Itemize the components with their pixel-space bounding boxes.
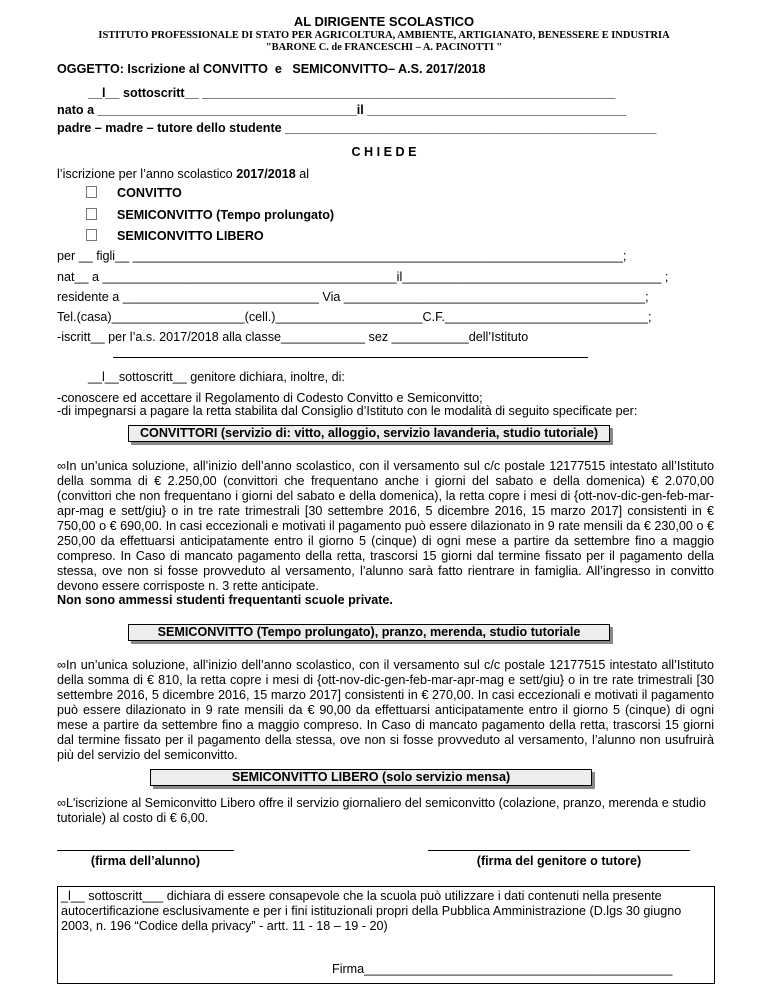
option-semiconvitto-libero[interactable] (86, 229, 264, 244)
checkbox-icon[interactable] (86, 229, 97, 241)
field-figli[interactable]: per __ figli__ ______________________________________________________________________; (57, 249, 627, 263)
institute-line-2: "BARONE C. de FRANCESCHI – A. PACINOTTI " (265, 42, 503, 53)
semiconvitto-body: ∞In un’unica soluzione, all’inizio dell’anno scolastico, con il versamento sul c/c postale 12177515 intestato all’Istituto della somma di € 810, la retta copre i mesi di {ott-nov-dic-gen-feb-mar-apr-mag e sett/giu} o in tre rate trimestrali [30 settembre 2016, 5 dicembre 2016, 15 marzo 2017] consistenti in € 270,00. In casi eccezionali e motivati il pagamento può essere dilazionato in 9 rate mensili da € 90,00 da effettuarsi anticipatamente entro il giorno 5 (cinque) di ogni mese a partire da settembre fino a maggio compreso. In Caso di mancato pagamento della retta, trascorsi 15 giorni dal termine fissato per il pagamento della stessa, ove non si fosse provveduto al versamento, l’alunno non usufruirà più del servizio del semiconvitto. (57, 658, 714, 762)
privacy-box (57, 886, 715, 984)
privacy-firma[interactable]: Firma____________________________________________ (332, 962, 673, 976)
student-signature-label: (firma dell’alunno) (90, 854, 201, 868)
convittori-heading: CONVITTORI (servizio di: vitto, alloggio, servizio lavanderia, studio tutoriale) (128, 425, 610, 442)
checkbox-icon[interactable] (86, 208, 97, 220)
option-label: SEMICONVITTO (Tempo prolungato) (117, 208, 335, 222)
declaration-intro: __l__sottoscritt__ genitore dichiara, inoltre, di: (88, 370, 345, 384)
field-residente[interactable]: residente a ____________________________ Via ___________________________________________; (57, 290, 649, 304)
header-title: AL DIRIGENTE SCOLASTICO (293, 14, 475, 29)
convittori-body: ∞In un’unica soluzione, all’inizio dell’anno scolastico, con il versamento sul c/c postale 12177515 intestato all’Istituto della somma di € 2.250,00 (convittori che frequentano anche i giorni del sabato e della domenica) € 2.070,00 (convittori che non frequentano i giorni del sabato e della domenica), la retta copre i mesi di {ott-nov-dic-gen-feb-mar-apr-mag e sett/giu} o in tre rate trimestrali [30 settembre 2016, 5 dicembre 2016, 15 marzo 2017] consistenti in € 750,00 o € 690,00. In casi eccezionali e motivati il pagamento può essere dilazionato in 9 rate mensili da € 230,00 o € 250,00 da effettuarsi anticipatamente entro il giorno 5 (cinque) di ogni mese a partire da settembre fino a maggio compreso. In Caso di mancato pagamento della retta, trascorsi 15 giorni dal termine fissato per il pagamento della stessa, ove non si fosse provveduto al versamento, l’alunno sarà fatto rientrare in famiglia. All’ingresso in convitto devono essere corrisposte n. 3 rette anticipate. (57, 459, 714, 593)
institute-line-1: ISTITUTO PROFESSIONALE DI STATO PER AGRICOLTURA, AMBIENTE, ARTIGIANATO, BENESSERE E INDUSTRIA (98, 30, 670, 41)
field-telefono[interactable]: Tel.(casa)___________________(cell.)_____________________C.F._____________________________; (57, 310, 652, 324)
declaration-line-2: -di impegnarsi a pagare la retta stabilita dal Consiglio d’Istituto con le modalità di seguito specificate per: (57, 404, 638, 418)
enrollment-year: 2017/2018 (236, 167, 296, 181)
libero-body: ∞L'iscrizione al Semiconvitto Libero offre il servizio giornaliero del semiconvitto (colazione, pranzo, merenda e studio tutoriale) al costo di € 6,00. (57, 796, 706, 825)
subject-line: OGGETTO: Iscrizione al CONVITTO e SEMICONVITTO– A.S. 2017/2018 (57, 62, 486, 76)
convittori-note: Non sono ammessi studenti frequentanti scuole private. (57, 593, 393, 607)
enrollment-intro-post: al (295, 167, 310, 181)
chiede-heading: C H I E D E (351, 145, 417, 159)
enrollment-intro-pre: l’iscrizione per l’anno scolastico (57, 167, 237, 181)
student-signature-line[interactable] (57, 850, 234, 851)
enrollment-intro (57, 167, 309, 182)
option-label: SEMICONVITTO LIBERO (117, 229, 264, 243)
option-convitto[interactable] (86, 186, 182, 201)
option-semiconvitto[interactable] (86, 208, 334, 223)
checkbox-icon[interactable] (86, 186, 97, 198)
parent-signature-label: (firma del genitore o tutore) (476, 854, 642, 868)
separator-line (113, 357, 588, 358)
option-label: CONVITTO (117, 186, 182, 200)
semiconvitto-heading: SEMICONVITTO (Tempo prolungato), pranzo, merenda, studio tutoriale (128, 624, 610, 641)
applicant-name-line: __l__ sottoscritt__ ___________________________________________________________ (88, 86, 616, 100)
declaration-line-1: -conoscere ed accettare il Regolamento di Codesto Convitto e Semiconvitto; (57, 391, 483, 405)
field-nato[interactable]: nat__ a __________________________________________il_____________________________________ ; (57, 270, 669, 284)
applicant-birth-line: nato a _____________________________________il _____________________________________ (57, 103, 627, 117)
libero-heading: SEMICONVITTO LIBERO (solo servizio mensa) (150, 769, 592, 786)
applicant-role-line: padre – madre – tutore dello studente _____________________________________________________ (57, 121, 657, 135)
privacy-text: _l__ sottoscritt___ dichiara di essere consapevole che la scuola può utilizzare i dati contenuti nella presente autocertificazione esclusivamente e per i fini istituzionali propri della Pubblica Amministrazione (D.lgs 30 giugno 2003, n. 196 “Codice della privacy” - artt. 11 - 18 – 19 - 20) (61, 889, 682, 933)
parent-signature-line[interactable] (428, 850, 690, 851)
field-iscritto[interactable]: -iscritt__ per l’a.s. 2017/2018 alla classe____________ sez ___________dell’Istituto (57, 330, 529, 344)
